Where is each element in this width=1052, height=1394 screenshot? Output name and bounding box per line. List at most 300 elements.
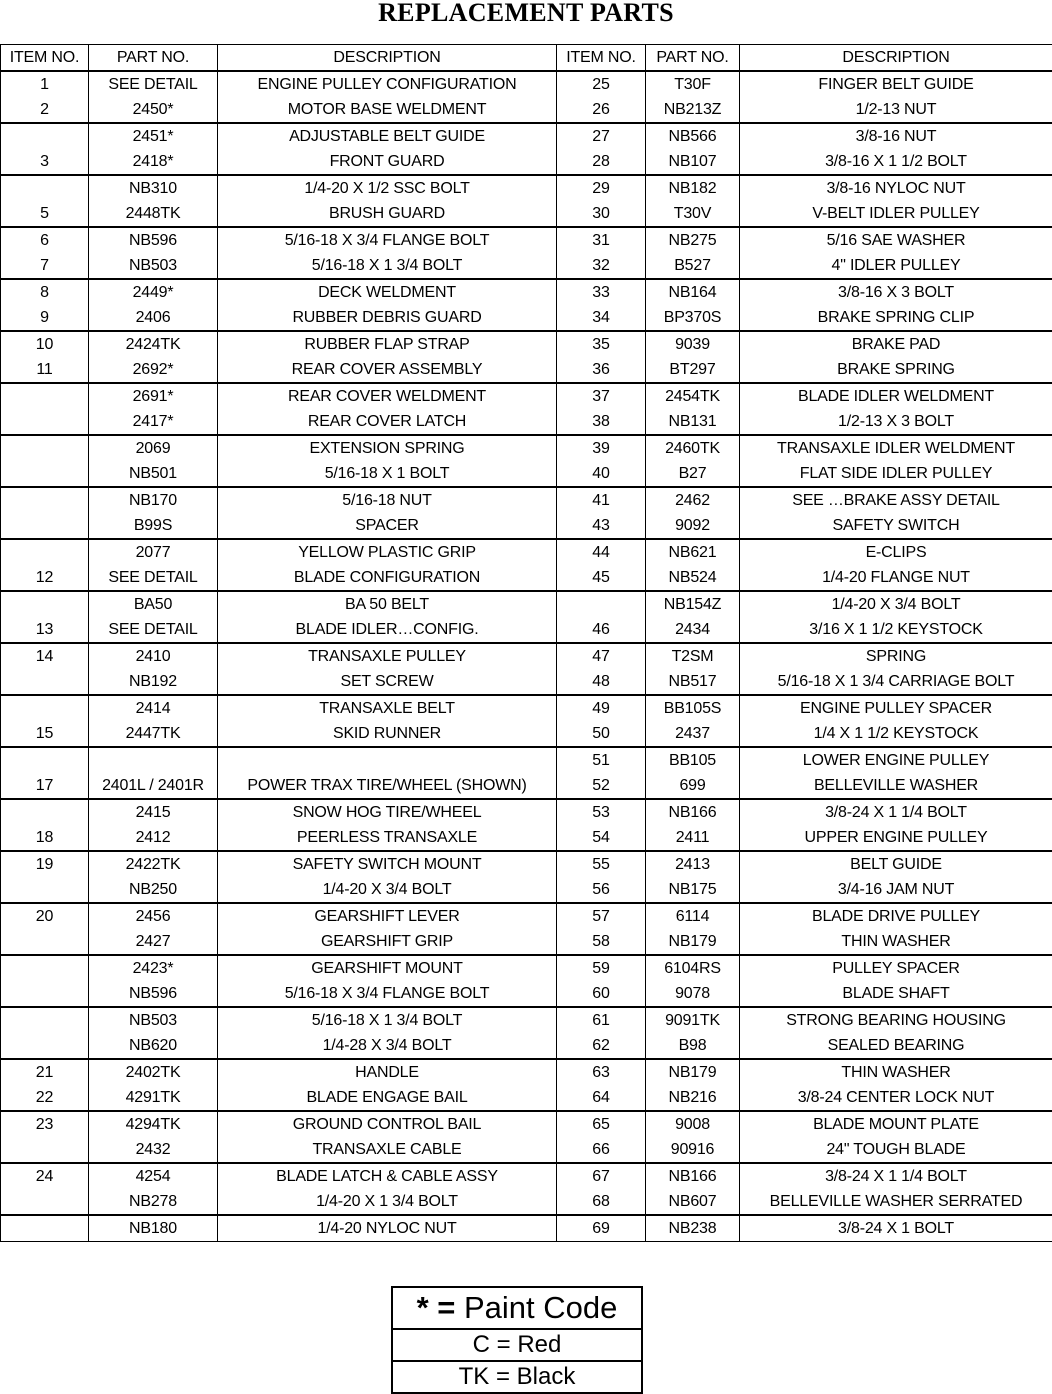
legend-label: Paint Code bbox=[464, 1290, 617, 1325]
cell-item-no-2: 66 bbox=[557, 1137, 646, 1163]
cell-part-no: NB596 bbox=[89, 227, 218, 253]
cell-part-no-2: NB166 bbox=[646, 799, 740, 825]
cell-item-no: 24 bbox=[1, 1163, 89, 1189]
cell-part-no: 2412 bbox=[89, 825, 218, 851]
cell-part-no bbox=[89, 747, 218, 773]
cell-description-2: 3/4-16 JAM NUT bbox=[740, 877, 1052, 903]
table-row bbox=[1, 1033, 1052, 1059]
cell-item-no: 14 bbox=[1, 643, 89, 669]
table-row bbox=[1, 747, 1052, 773]
cell-part-no: NB596 bbox=[89, 981, 218, 1007]
cell-item-no bbox=[1, 461, 89, 487]
cell-description-2: FINGER BELT GUIDE bbox=[740, 71, 1052, 97]
cell-description-2: SAFETY SWITCH bbox=[740, 513, 1052, 539]
cell-part-no-2: 2413 bbox=[646, 851, 740, 877]
cell-item-no bbox=[1, 123, 89, 149]
cell-item-no-2: 39 bbox=[557, 435, 646, 461]
cell-item-no-2: 27 bbox=[557, 123, 646, 149]
cell-description: MOTOR BASE WELDMENT bbox=[218, 97, 557, 123]
cell-part-no: 2069 bbox=[89, 435, 218, 461]
table-row bbox=[1, 461, 1052, 487]
cell-description-2: BLADE MOUNT PLATE bbox=[740, 1111, 1052, 1137]
cell-part-no: NB192 bbox=[89, 669, 218, 695]
cell-item-no-2: 36 bbox=[557, 357, 646, 383]
table-row bbox=[1, 97, 1052, 123]
cell-description: SPACER bbox=[218, 513, 557, 539]
cell-item-no bbox=[1, 1007, 89, 1033]
cell-part-no-2: 9092 bbox=[646, 513, 740, 539]
cell-description: TRANSAXLE PULLEY bbox=[218, 643, 557, 669]
cell-part-no-2: 699 bbox=[646, 773, 740, 799]
cell-part-no: 2402TK bbox=[89, 1059, 218, 1085]
cell-part-no-2: B527 bbox=[646, 253, 740, 279]
cell-item-no-2: 59 bbox=[557, 955, 646, 981]
table-row bbox=[1, 721, 1052, 747]
cell-part-no-2: 2454TK bbox=[646, 383, 740, 409]
cell-part-no: 2427 bbox=[89, 929, 218, 955]
cell-item-no: 21 bbox=[1, 1059, 89, 1085]
cell-item-no bbox=[1, 539, 89, 565]
cell-part-no-2: T2SM bbox=[646, 643, 740, 669]
cell-item-no-2: 30 bbox=[557, 201, 646, 227]
cell-item-no-2: 58 bbox=[557, 929, 646, 955]
cell-description-2: SEE …BRAKE ASSY DETAIL bbox=[740, 487, 1052, 513]
cell-item-no: 2 bbox=[1, 97, 89, 123]
cell-part-no-2: 2411 bbox=[646, 825, 740, 851]
cell-description-2: TRANSAXLE IDLER WELDMENT bbox=[740, 435, 1052, 461]
table-row bbox=[1, 825, 1052, 851]
cell-part-no-2: NB179 bbox=[646, 929, 740, 955]
cell-description-2: 24" TOUGH BLADE bbox=[740, 1137, 1052, 1163]
cell-part-no: NB501 bbox=[89, 461, 218, 487]
cell-description: TRANSAXLE CABLE bbox=[218, 1137, 557, 1163]
cell-item-no bbox=[1, 1033, 89, 1059]
cell-part-no: NB620 bbox=[89, 1033, 218, 1059]
cell-part-no-2: NB154Z bbox=[646, 591, 740, 617]
cell-item-no-2 bbox=[557, 591, 646, 617]
cell-description-2: 4" IDLER PULLEY bbox=[740, 253, 1052, 279]
cell-description-2: UPPER ENGINE PULLEY bbox=[740, 825, 1052, 851]
table-row bbox=[1, 929, 1052, 955]
cell-description-2: 3/16 X 1 1/2 KEYSTOCK bbox=[740, 617, 1052, 643]
cell-item-no-2: 26 bbox=[557, 97, 646, 123]
table-row bbox=[1, 487, 1052, 513]
cell-part-no: 2451* bbox=[89, 123, 218, 149]
page-title: REPLACEMENT PARTS bbox=[0, 0, 1052, 26]
table-row bbox=[1, 981, 1052, 1007]
cell-part-no-2: 6104RS bbox=[646, 955, 740, 981]
cell-description: BLADE IDLER…CONFIG. bbox=[218, 617, 557, 643]
cell-part-no-2: NB166 bbox=[646, 1163, 740, 1189]
cell-item-no bbox=[1, 487, 89, 513]
cell-description: REAR COVER LATCH bbox=[218, 409, 557, 435]
cell-part-no-2: 90916 bbox=[646, 1137, 740, 1163]
cell-part-no-2: 2462 bbox=[646, 487, 740, 513]
cell-part-no: 2447TK bbox=[89, 721, 218, 747]
table-row bbox=[1, 851, 1052, 877]
cell-part-no-2: NB131 bbox=[646, 409, 740, 435]
cell-description: RUBBER DEBRIS GUARD bbox=[218, 305, 557, 331]
cell-description-2: SEALED BEARING bbox=[740, 1033, 1052, 1059]
cell-description-2: THIN WASHER bbox=[740, 1059, 1052, 1085]
cell-item-no-2: 54 bbox=[557, 825, 646, 851]
table-row bbox=[1, 799, 1052, 825]
cell-description: BLADE ENGAGE BAIL bbox=[218, 1085, 557, 1111]
cell-part-no: 2414 bbox=[89, 695, 218, 721]
table-row bbox=[1, 1111, 1052, 1137]
cell-description: SNOW HOG TIRE/WHEEL bbox=[218, 799, 557, 825]
cell-part-no: NB310 bbox=[89, 175, 218, 201]
cell-description: 5/16-18 X 3/4 FLANGE BOLT bbox=[218, 227, 557, 253]
cell-description-2: 1/4-20 FLANGE NUT bbox=[740, 565, 1052, 591]
table-row bbox=[1, 565, 1052, 591]
cell-description-2: THIN WASHER bbox=[740, 929, 1052, 955]
table-row bbox=[1, 539, 1052, 565]
cell-item-no-2: 45 bbox=[557, 565, 646, 591]
cell-part-no: 2422TK bbox=[89, 851, 218, 877]
table-row bbox=[1, 1215, 1052, 1242]
cell-description: FRONT GUARD bbox=[218, 149, 557, 175]
cell-item-no bbox=[1, 1137, 89, 1163]
cell-part-no-2: 6114 bbox=[646, 903, 740, 929]
cell-part-no: NB503 bbox=[89, 1007, 218, 1033]
table-row bbox=[1, 305, 1052, 331]
cell-description-2: 5/16 SAE WASHER bbox=[740, 227, 1052, 253]
cell-item-no-2: 29 bbox=[557, 175, 646, 201]
cell-item-no-2: 28 bbox=[557, 149, 646, 175]
cell-item-no: 18 bbox=[1, 825, 89, 851]
table-row bbox=[1, 175, 1052, 201]
legend-item-black: TK = Black bbox=[393, 1360, 641, 1392]
table-row bbox=[1, 617, 1052, 643]
cell-item-no-2: 64 bbox=[557, 1085, 646, 1111]
cell-description-2: 3/8-16 NUT bbox=[740, 123, 1052, 149]
cell-part-no-2: 2460TK bbox=[646, 435, 740, 461]
cell-description: BRUSH GUARD bbox=[218, 201, 557, 227]
cell-part-no-2: NB621 bbox=[646, 539, 740, 565]
cell-item-no bbox=[1, 1215, 89, 1242]
cell-item-no: 8 bbox=[1, 279, 89, 305]
cell-description: REAR COVER WELDMENT bbox=[218, 383, 557, 409]
cell-item-no: 3 bbox=[1, 149, 89, 175]
cell-item-no-2: 53 bbox=[557, 799, 646, 825]
cell-part-no-2: NB107 bbox=[646, 149, 740, 175]
cell-part-no-2: 2437 bbox=[646, 721, 740, 747]
table-row bbox=[1, 669, 1052, 695]
cell-item-no-2: 34 bbox=[557, 305, 646, 331]
cell-part-no-2: 9039 bbox=[646, 331, 740, 357]
cell-item-no bbox=[1, 383, 89, 409]
cell-description-2: 1/2-13 X 3 BOLT bbox=[740, 409, 1052, 435]
cell-description-2: 5/16-18 X 1 3/4 CARRIAGE BOLT bbox=[740, 669, 1052, 695]
cell-item-no-2: 68 bbox=[557, 1189, 646, 1215]
table-row bbox=[1, 123, 1052, 149]
cell-item-no-2: 40 bbox=[557, 461, 646, 487]
cell-part-no: 2415 bbox=[89, 799, 218, 825]
cell-item-no bbox=[1, 591, 89, 617]
cell-item-no: 15 bbox=[1, 721, 89, 747]
cell-item-no-2: 47 bbox=[557, 643, 646, 669]
cell-part-no: 2406 bbox=[89, 305, 218, 331]
cell-description-2: 1/4 X 1 1/2 KEYSTOCK bbox=[740, 721, 1052, 747]
table-row bbox=[1, 1163, 1052, 1189]
cell-description-2: 1/4-20 X 3/4 BOLT bbox=[740, 591, 1052, 617]
cell-description-2: E-CLIPS bbox=[740, 539, 1052, 565]
cell-part-no: SEE DETAIL bbox=[89, 565, 218, 591]
table-row bbox=[1, 955, 1052, 981]
cell-item-no: 9 bbox=[1, 305, 89, 331]
table-row bbox=[1, 1137, 1052, 1163]
cell-item-no bbox=[1, 513, 89, 539]
cell-part-no: 2448TK bbox=[89, 201, 218, 227]
cell-part-no-2: T30V bbox=[646, 201, 740, 227]
cell-description: GEARSHIFT LEVER bbox=[218, 903, 557, 929]
header-item-no: ITEM NO. bbox=[1, 45, 89, 72]
table-row bbox=[1, 71, 1052, 97]
cell-item-no-2: 52 bbox=[557, 773, 646, 799]
cell-part-no: B99S bbox=[89, 513, 218, 539]
cell-description-2: LOWER ENGINE PULLEY bbox=[740, 747, 1052, 773]
cell-part-no: 2418* bbox=[89, 149, 218, 175]
cell-part-no: 4291TK bbox=[89, 1085, 218, 1111]
cell-description-2: BELT GUIDE bbox=[740, 851, 1052, 877]
cell-part-no-2: B27 bbox=[646, 461, 740, 487]
cell-item-no: 20 bbox=[1, 903, 89, 929]
cell-item-no-2: 55 bbox=[557, 851, 646, 877]
table-row bbox=[1, 435, 1052, 461]
cell-item-no bbox=[1, 435, 89, 461]
cell-description-2: 3/8-16 X 3 BOLT bbox=[740, 279, 1052, 305]
cell-description: PEERLESS TRANSAXLE bbox=[218, 825, 557, 851]
cell-description: SKID RUNNER bbox=[218, 721, 557, 747]
cell-part-no: 2432 bbox=[89, 1137, 218, 1163]
table-row bbox=[1, 1189, 1052, 1215]
cell-part-no-2: NB179 bbox=[646, 1059, 740, 1085]
cell-item-no-2: 38 bbox=[557, 409, 646, 435]
cell-description: RUBBER FLAP STRAP bbox=[218, 331, 557, 357]
cell-description: ADJUSTABLE BELT GUIDE bbox=[218, 123, 557, 149]
cell-description: TRANSAXLE BELT bbox=[218, 695, 557, 721]
cell-item-no: 5 bbox=[1, 201, 89, 227]
cell-item-no-2: 25 bbox=[557, 71, 646, 97]
cell-part-no-2: NB175 bbox=[646, 877, 740, 903]
paint-code-legend bbox=[391, 1286, 643, 1394]
cell-part-no-2: T30F bbox=[646, 71, 740, 97]
cell-description: ENGINE PULLEY CONFIGURATION bbox=[218, 71, 557, 97]
cell-description-2: 3/8-24 X 1 1/4 BOLT bbox=[740, 1163, 1052, 1189]
cell-part-no: 2691* bbox=[89, 383, 218, 409]
cell-item-no: 10 bbox=[1, 331, 89, 357]
cell-item-no-2: 57 bbox=[557, 903, 646, 929]
table-row bbox=[1, 201, 1052, 227]
cell-description-2: STRONG BEARING HOUSING bbox=[740, 1007, 1052, 1033]
cell-part-no: 4254 bbox=[89, 1163, 218, 1189]
table-row bbox=[1, 513, 1052, 539]
cell-part-no: NB278 bbox=[89, 1189, 218, 1215]
cell-description: 5/16-18 X 1 BOLT bbox=[218, 461, 557, 487]
cell-description: DECK WELDMENT bbox=[218, 279, 557, 305]
cell-item-no-2: 37 bbox=[557, 383, 646, 409]
cell-description-2: BLADE IDLER WELDMENT bbox=[740, 383, 1052, 409]
cell-description: 1/4-20 X 1 3/4 BOLT bbox=[218, 1189, 557, 1215]
cell-part-no: 2456 bbox=[89, 903, 218, 929]
cell-description: SET SCREW bbox=[218, 669, 557, 695]
cell-description-2: BELLEVILLE WASHER SERRATED bbox=[740, 1189, 1052, 1215]
cell-item-no: 17 bbox=[1, 773, 89, 799]
parts-table bbox=[0, 44, 1052, 1242]
table-row bbox=[1, 1007, 1052, 1033]
table-row bbox=[1, 1085, 1052, 1111]
cell-item-no-2: 31 bbox=[557, 227, 646, 253]
cell-part-no-2: NB275 bbox=[646, 227, 740, 253]
cell-description: 5/16-18 X 1 3/4 BOLT bbox=[218, 253, 557, 279]
cell-part-no-2: 9091TK bbox=[646, 1007, 740, 1033]
table-row bbox=[1, 1059, 1052, 1085]
cell-description: YELLOW PLASTIC GRIP bbox=[218, 539, 557, 565]
table-row bbox=[1, 227, 1052, 253]
cell-part-no-2: NB524 bbox=[646, 565, 740, 591]
cell-item-no-2: 60 bbox=[557, 981, 646, 1007]
cell-part-no: 2410 bbox=[89, 643, 218, 669]
cell-part-no: 2692* bbox=[89, 357, 218, 383]
cell-description: 1/4-20 NYLOC NUT bbox=[218, 1215, 557, 1242]
cell-part-no-2: NB607 bbox=[646, 1189, 740, 1215]
cell-item-no-2: 41 bbox=[557, 487, 646, 513]
cell-description: HANDLE bbox=[218, 1059, 557, 1085]
cell-item-no-2: 48 bbox=[557, 669, 646, 695]
header-part-no-2: PART NO. bbox=[646, 45, 740, 72]
cell-part-no-2: BP370S bbox=[646, 305, 740, 331]
header-description: DESCRIPTION bbox=[218, 45, 557, 72]
cell-item-no-2: 49 bbox=[557, 695, 646, 721]
cell-description: BLADE CONFIGURATION bbox=[218, 565, 557, 591]
cell-description-2: BLADE DRIVE PULLEY bbox=[740, 903, 1052, 929]
cell-part-no-2: NB182 bbox=[646, 175, 740, 201]
cell-item-no bbox=[1, 799, 89, 825]
cell-item-no: 13 bbox=[1, 617, 89, 643]
cell-item-no bbox=[1, 695, 89, 721]
cell-description: GEARSHIFT GRIP bbox=[218, 929, 557, 955]
table-row bbox=[1, 695, 1052, 721]
cell-part-no-2: NB517 bbox=[646, 669, 740, 695]
cell-description-2: V-BELT IDLER PULLEY bbox=[740, 201, 1052, 227]
cell-part-no-2: NB238 bbox=[646, 1215, 740, 1242]
cell-item-no bbox=[1, 175, 89, 201]
cell-part-no-2: 9008 bbox=[646, 1111, 740, 1137]
cell-part-no: NB250 bbox=[89, 877, 218, 903]
cell-description: BA 50 BELT bbox=[218, 591, 557, 617]
cell-description-2: BRAKE SPRING bbox=[740, 357, 1052, 383]
cell-description: BLADE LATCH & CABLE ASSY bbox=[218, 1163, 557, 1189]
table-row bbox=[1, 149, 1052, 175]
cell-description: POWER TRAX TIRE/WHEEL (SHOWN) bbox=[218, 773, 557, 799]
legend-title bbox=[393, 1288, 641, 1330]
header-item-no-2: ITEM NO. bbox=[557, 45, 646, 72]
cell-item-no bbox=[1, 409, 89, 435]
cell-description-2: SPRING bbox=[740, 643, 1052, 669]
cell-description: 5/16-18 NUT bbox=[218, 487, 557, 513]
cell-item-no: 12 bbox=[1, 565, 89, 591]
cell-description-2: 3/8-16 X 1 1/2 BOLT bbox=[740, 149, 1052, 175]
cell-item-no-2: 35 bbox=[557, 331, 646, 357]
cell-item-no-2: 51 bbox=[557, 747, 646, 773]
cell-part-no: 2423* bbox=[89, 955, 218, 981]
table-row bbox=[1, 279, 1052, 305]
cell-part-no: 2401L / 2401R bbox=[89, 773, 218, 799]
cell-item-no bbox=[1, 669, 89, 695]
table-row bbox=[1, 383, 1052, 409]
cell-part-no-2: B98 bbox=[646, 1033, 740, 1059]
header-description-2: DESCRIPTION bbox=[740, 45, 1052, 72]
cell-part-no: NB180 bbox=[89, 1215, 218, 1242]
cell-description-2: ENGINE PULLEY SPACER bbox=[740, 695, 1052, 721]
cell-item-no: 11 bbox=[1, 357, 89, 383]
cell-part-no-2: NB566 bbox=[646, 123, 740, 149]
cell-description: 1/4-20 X 1/2 SSC BOLT bbox=[218, 175, 557, 201]
table-row bbox=[1, 643, 1052, 669]
cell-description-2: BLADE SHAFT bbox=[740, 981, 1052, 1007]
cell-description-2: 3/8-24 CENTER LOCK NUT bbox=[740, 1085, 1052, 1111]
cell-item-no-2: 65 bbox=[557, 1111, 646, 1137]
cell-description bbox=[218, 747, 557, 773]
cell-item-no-2: 63 bbox=[557, 1059, 646, 1085]
cell-item-no-2: 61 bbox=[557, 1007, 646, 1033]
cell-item-no bbox=[1, 929, 89, 955]
cell-item-no-2: 50 bbox=[557, 721, 646, 747]
cell-item-no-2: 62 bbox=[557, 1033, 646, 1059]
cell-item-no bbox=[1, 955, 89, 981]
table-row bbox=[1, 409, 1052, 435]
cell-description-2: 3/8-24 X 1 BOLT bbox=[740, 1215, 1052, 1242]
cell-description: 5/16-18 X 3/4 FLANGE BOLT bbox=[218, 981, 557, 1007]
table-row bbox=[1, 253, 1052, 279]
cell-item-no: 19 bbox=[1, 851, 89, 877]
table-row bbox=[1, 591, 1052, 617]
cell-description-2: PULLEY SPACER bbox=[740, 955, 1052, 981]
cell-description-2: BRAKE PAD bbox=[740, 331, 1052, 357]
cell-item-no-2: 69 bbox=[557, 1215, 646, 1242]
cell-item-no-2: 46 bbox=[557, 617, 646, 643]
cell-item-no: 22 bbox=[1, 1085, 89, 1111]
cell-part-no: 2424TK bbox=[89, 331, 218, 357]
table-row bbox=[1, 357, 1052, 383]
cell-item-no bbox=[1, 1189, 89, 1215]
table-row bbox=[1, 331, 1052, 357]
cell-description-2: FLAT SIDE IDLER PULLEY bbox=[740, 461, 1052, 487]
cell-item-no: 7 bbox=[1, 253, 89, 279]
cell-part-no: SEE DETAIL bbox=[89, 617, 218, 643]
cell-item-no-2: 56 bbox=[557, 877, 646, 903]
cell-description: REAR COVER ASSEMBLY bbox=[218, 357, 557, 383]
cell-part-no-2: 2434 bbox=[646, 617, 740, 643]
cell-description: 5/16-18 X 1 3/4 BOLT bbox=[218, 1007, 557, 1033]
cell-item-no bbox=[1, 981, 89, 1007]
legend-symbol: * = bbox=[417, 1290, 456, 1325]
parts-table-body bbox=[1, 71, 1052, 1242]
cell-part-no: 2077 bbox=[89, 539, 218, 565]
table-header-row bbox=[1, 45, 1052, 72]
cell-part-no: 2449* bbox=[89, 279, 218, 305]
cell-description: 1/4-20 X 3/4 BOLT bbox=[218, 877, 557, 903]
cell-item-no bbox=[1, 877, 89, 903]
legend-item-red: C = Red bbox=[393, 1330, 641, 1360]
cell-part-no-2: 9078 bbox=[646, 981, 740, 1007]
cell-part-no: NB170 bbox=[89, 487, 218, 513]
cell-part-no-2: BB105S bbox=[646, 695, 740, 721]
cell-item-no-2: 43 bbox=[557, 513, 646, 539]
cell-item-no-2: 67 bbox=[557, 1163, 646, 1189]
cell-part-no-2: BB105 bbox=[646, 747, 740, 773]
